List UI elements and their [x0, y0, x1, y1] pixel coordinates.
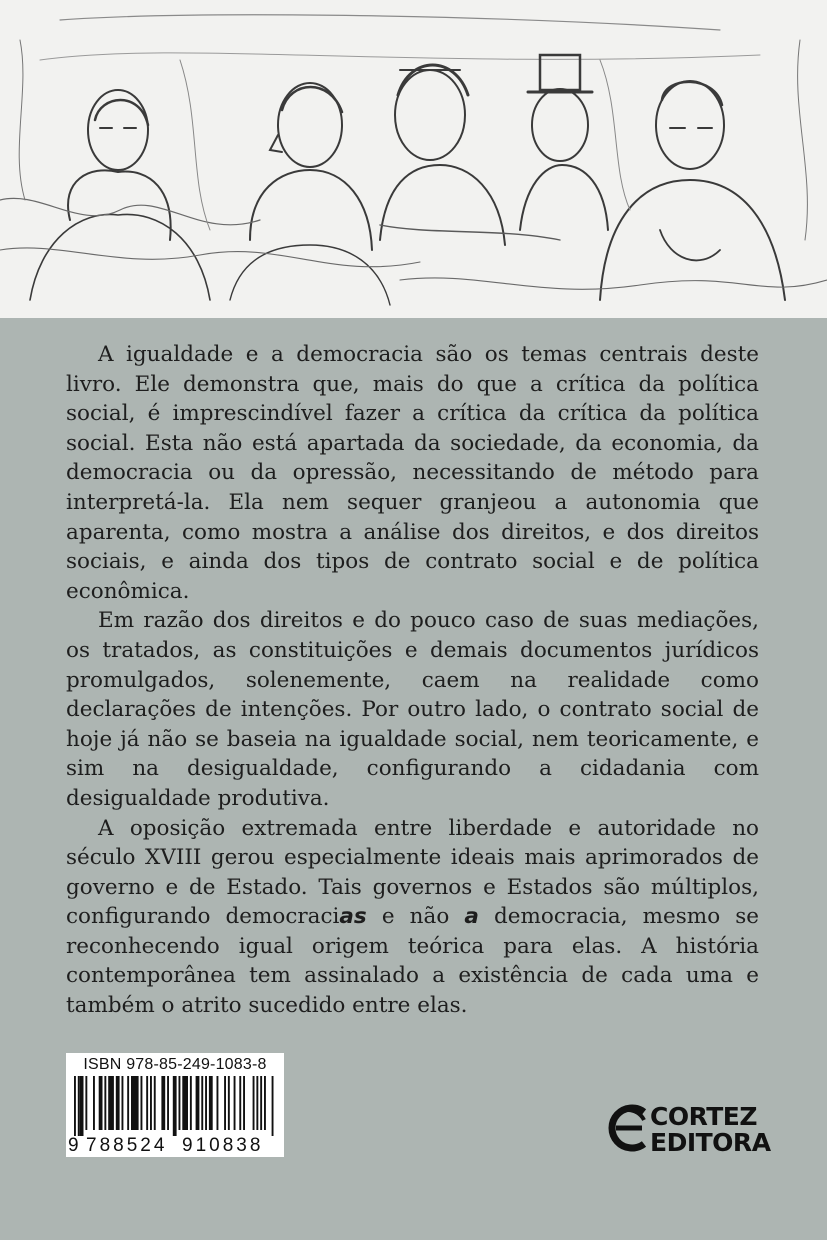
barcode-bar — [108, 1076, 114, 1130]
barcode-bars — [74, 1076, 276, 1136]
barcode-bar — [127, 1076, 129, 1130]
barcode-digit-first: 9 — [68, 1135, 79, 1156]
barcode-bar — [161, 1076, 165, 1130]
blurb-paragraph-3 — [66, 814, 759, 1021]
barcode-bar — [217, 1076, 219, 1130]
barcode-digits-group-2: 910838 — [182, 1135, 264, 1156]
barcode-bar — [154, 1076, 156, 1130]
isbn-label: ISBN 978-85-249-1083-8 — [83, 1056, 267, 1073]
barcode-bar — [228, 1076, 230, 1130]
barcode-bar — [196, 1076, 200, 1130]
blurb-paragraph-3-part-1: A oposição extremada entre liberdade e autoridade no século XVIII gerou especialmente ideais mais aprimorados de governo e de Estado. Tais governos e Estados são múltiplos, configurando democraci — [66, 815, 759, 930]
barcode-bar — [272, 1076, 274, 1136]
barcode-bar — [182, 1076, 188, 1130]
blurb-paragraph-3-part-2: e não — [366, 904, 465, 930]
barcode-bar — [239, 1076, 241, 1130]
barcode-bar — [131, 1076, 139, 1130]
publisher-name-line-2: EDITORA — [650, 1128, 771, 1157]
barcode-bar — [173, 1076, 177, 1136]
barcode-bar — [264, 1076, 266, 1130]
publisher-logo — [606, 1098, 771, 1162]
barcode-bar — [205, 1076, 207, 1130]
blurb-emphasis-singular: a — [464, 904, 479, 930]
barcode-digits — [66, 1135, 284, 1155]
blurb-paragraph-3-part-3: democracia, mesmo se reconhecendo igual origem teórica para elas. A história contemporânea tem assinalado a existência de cada uma e também o atrito sucedido entre elas. — [66, 904, 760, 1019]
barcode-bar — [209, 1076, 213, 1130]
barcode-bar — [167, 1076, 169, 1130]
blurb-paragraph-1: A igualdade e a democracia são os temas centrais deste livro. Ele demonstra que, mais do que a crítica da política social, é imprescindível fazer a crítica da crítica da política social. Esta não está apartada da sociedade, da economia, da democracia ou da opressão, necessitando de método para interpretá-la. Ela nem sequer granjeou a autonomia que aparenta, como mostra a análise dos direitos, e dos direitos sociais, e ainda dos tipos de contrato social e de política econômica. — [66, 342, 759, 604]
barcode-bar — [260, 1076, 262, 1130]
barcode-bar — [234, 1076, 236, 1130]
barcode-bar — [93, 1076, 95, 1130]
publisher-name-line-1: CORTEZ — [650, 1102, 757, 1131]
cover-illustration — [0, 0, 827, 318]
barcode-digits-group-1: 788524 — [86, 1135, 168, 1156]
barcode-bar — [150, 1076, 152, 1130]
blurb-emphasis-plural: as — [339, 904, 367, 930]
barcode-bar — [224, 1076, 226, 1130]
barcode-bar — [122, 1076, 124, 1130]
barcode-bar — [74, 1076, 76, 1136]
blurb-paragraph-2: Em razão dos direitos e do pouco caso de suas mediações, os tratados, as constituições e demais documentos jurídicos promulgados, solenemente, caem na realidade como declarações de intenções. Por outro lado, o contrato social de hoje já não se baseia na igualdade social, nem teoricamente, e sim na desigualdade, configurando a cidadania com desigualdade produtiva. — [66, 608, 759, 811]
barcode-bar — [179, 1076, 181, 1130]
cortez-c-logo-icon — [606, 1102, 648, 1154]
barcode-bar — [201, 1076, 203, 1130]
barcode-bar — [78, 1076, 80, 1136]
barcode-bar — [85, 1076, 87, 1130]
back-cover-blurb — [66, 340, 759, 1021]
barcode-bar — [190, 1076, 192, 1130]
barcode-bar — [146, 1076, 148, 1130]
barcode-bar — [99, 1076, 103, 1130]
isbn-barcode — [66, 1053, 284, 1157]
barcode-bar — [253, 1076, 255, 1130]
sketch-illustration — [0, 0, 827, 318]
barcode-bar — [104, 1076, 106, 1130]
barcode-bar — [256, 1076, 258, 1130]
barcode-bar — [116, 1076, 120, 1130]
barcode-bar — [243, 1076, 245, 1130]
barcode-bar — [141, 1076, 143, 1130]
barcode-bar — [80, 1076, 84, 1136]
